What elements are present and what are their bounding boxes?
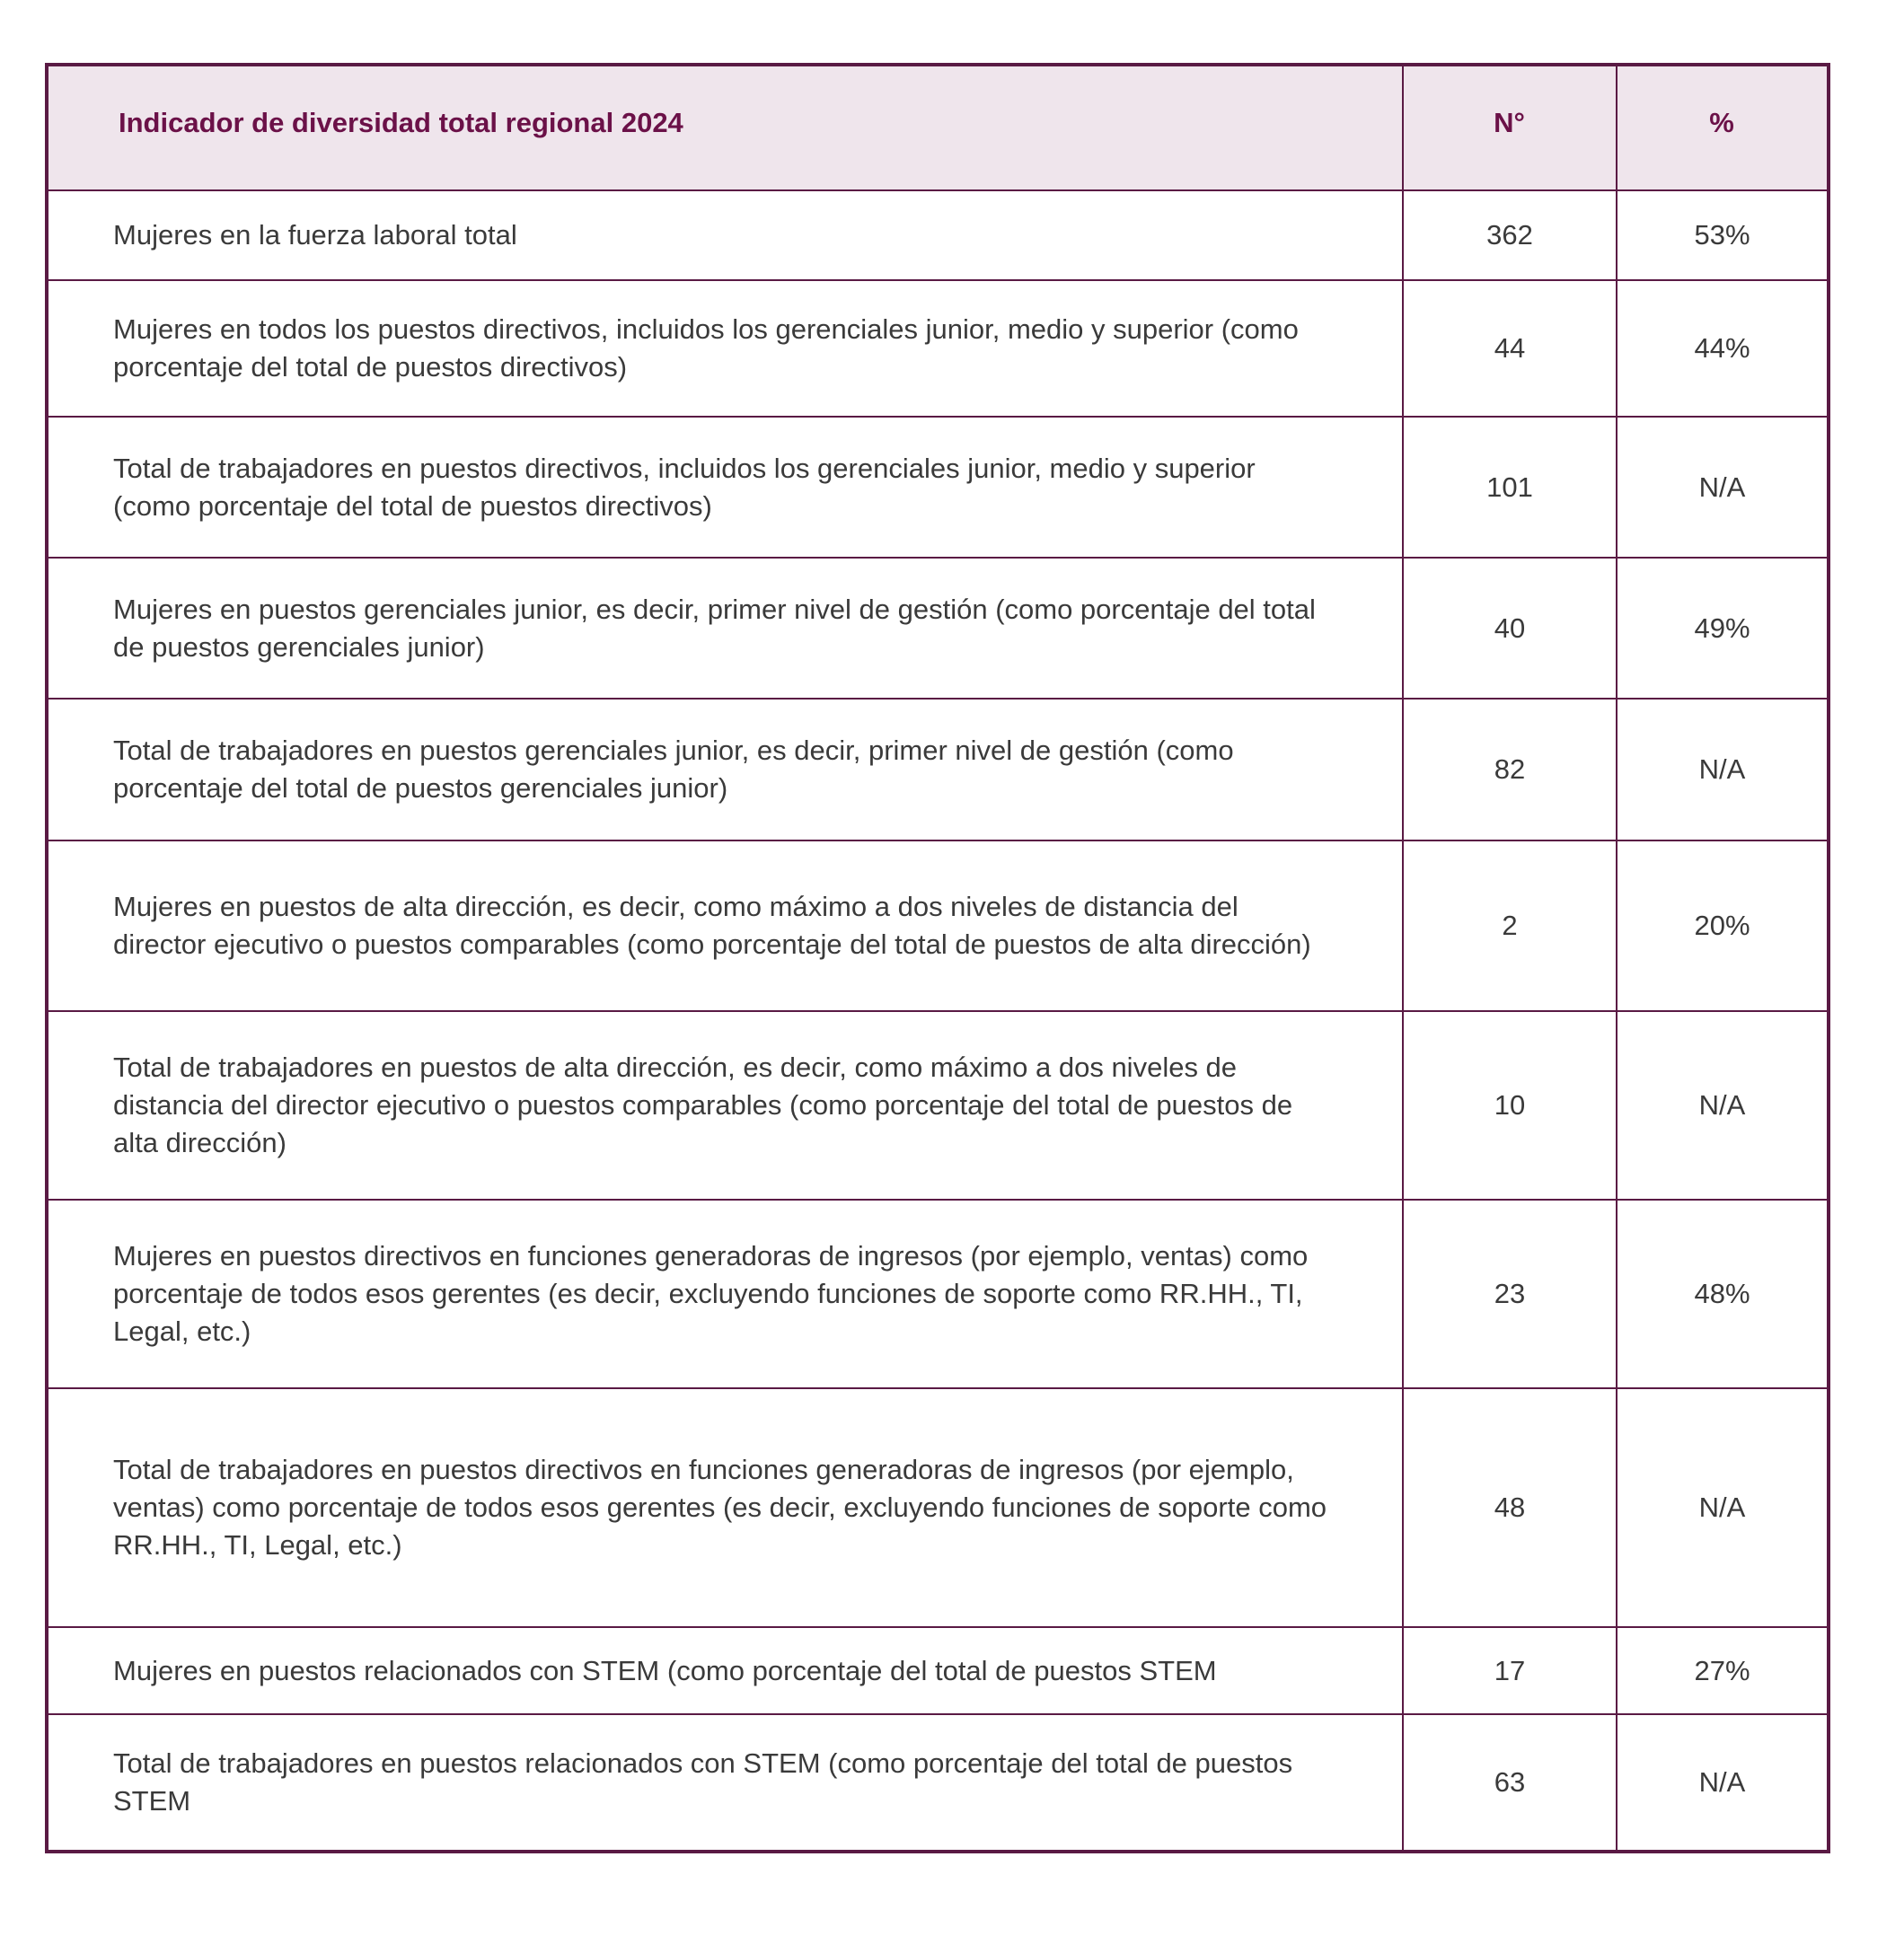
- row-number: 101: [1403, 417, 1617, 558]
- row-number: 44: [1403, 280, 1617, 417]
- row-percent: N/A: [1617, 1388, 1829, 1627]
- table-row: [47, 417, 1829, 558]
- header-indicator: Indicador de diversidad total regional 2024: [47, 65, 1403, 190]
- row-number: 48: [1403, 1388, 1617, 1627]
- row-percent: 20%: [1617, 840, 1829, 1011]
- row-number: 10: [1403, 1011, 1617, 1200]
- row-label: Mujeres en puestos de alta dirección, es decir, como máximo a dos niveles de distancia del director ejecutivo o puestos comparables (como porcentaje del total de puestos de alta dirección): [47, 840, 1403, 1011]
- row-number: 17: [1403, 1627, 1617, 1714]
- table-row: [47, 190, 1829, 280]
- table-row: [47, 558, 1829, 699]
- row-label: Mujeres en todos los puestos directivos, incluidos los gerenciales junior, medio y superior (como porcentaje del total de puestos directivos): [47, 280, 1403, 417]
- table-row: [47, 280, 1829, 417]
- row-label: Mujeres en la fuerza laboral total: [47, 190, 1403, 280]
- row-number: 362: [1403, 190, 1617, 280]
- diversity-table-container: [45, 63, 1827, 1853]
- row-number: 63: [1403, 1714, 1617, 1852]
- header-number: N°: [1403, 65, 1617, 190]
- row-percent: 27%: [1617, 1627, 1829, 1714]
- row-number: 82: [1403, 699, 1617, 840]
- row-label: Mujeres en puestos directivos en funciones generadoras de ingresos (por ejemplo, ventas) como porcentaje de todos esos gerentes (es decir, excluyendo funciones de soporte como RR.HH., TI, Legal, etc.): [47, 1200, 1403, 1388]
- row-label: Total de trabajadores en puestos relacionados con STEM (como porcentaje del total de puestos STEM: [47, 1714, 1403, 1852]
- row-percent: N/A: [1617, 417, 1829, 558]
- row-label: Mujeres en puestos gerenciales junior, es decir, primer nivel de gestión (como porcentaje del total de puestos gerenciales junior): [47, 558, 1403, 699]
- row-percent: 48%: [1617, 1200, 1829, 1388]
- table-row: [47, 840, 1829, 1011]
- row-label: Total de trabajadores en puestos directivos, incluidos los gerenciales junior, medio y superior (como porcentaje del total de puestos directivos): [47, 417, 1403, 558]
- row-percent: N/A: [1617, 1714, 1829, 1852]
- table-header-row: [47, 65, 1829, 190]
- row-label: Total de trabajadores en puestos de alta dirección, es decir, como máximo a dos niveles de distancia del director ejecutivo o puestos comparables (como porcentaje del total de puestos de alta dirección): [47, 1011, 1403, 1200]
- row-label: Total de trabajadores en puestos gerenciales junior, es decir, primer nivel de gestión (como porcentaje del total de puestos gerenciales junior): [47, 699, 1403, 840]
- header-percent: %: [1617, 65, 1829, 190]
- row-percent: 44%: [1617, 280, 1829, 417]
- row-label: Total de trabajadores en puestos directivos en funciones generadoras de ingresos (por ejemplo, ventas) como porcentaje de todos esos gerentes (es decir, excluyendo funciones de soporte como RR.HH., TI, Legal, etc.): [47, 1388, 1403, 1627]
- row-number: 23: [1403, 1200, 1617, 1388]
- table-row: [47, 1200, 1829, 1388]
- row-number: 2: [1403, 840, 1617, 1011]
- table-row: [47, 1714, 1829, 1852]
- row-percent: 49%: [1617, 558, 1829, 699]
- table-row: [47, 1011, 1829, 1200]
- table-row: [47, 1627, 1829, 1714]
- row-label: Mujeres en puestos relacionados con STEM (como porcentaje del total de puestos STEM: [47, 1627, 1403, 1714]
- table-row: [47, 699, 1829, 840]
- diversity-indicator-table: [45, 63, 1830, 1853]
- table-row: [47, 1388, 1829, 1627]
- row-percent: 53%: [1617, 190, 1829, 280]
- row-percent: N/A: [1617, 699, 1829, 840]
- row-number: 40: [1403, 558, 1617, 699]
- row-percent: N/A: [1617, 1011, 1829, 1200]
